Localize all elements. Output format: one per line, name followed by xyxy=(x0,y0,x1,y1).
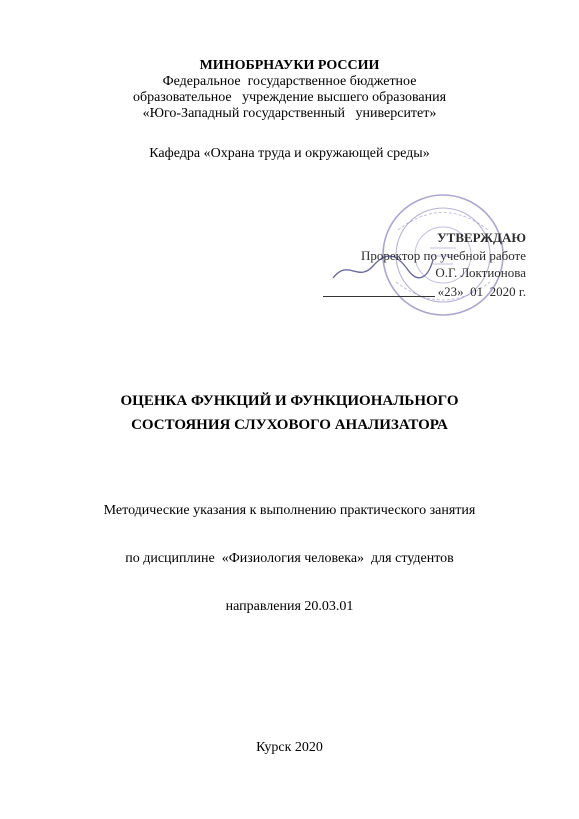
signature-line xyxy=(323,296,435,297)
document-title-line-2: СОСТОЯНИЯ СЛУХОВОГО АНАЛИЗАТОРА xyxy=(131,417,448,433)
org-line-3: «Юго-Западный государственный университет» xyxy=(142,106,437,121)
document-title-line-1: ОЦЕНКА ФУНКЦИЙ И ФУНКЦИОНАЛЬНОГО xyxy=(120,393,459,409)
approval-signer: О.Г. Локтионова xyxy=(435,265,526,280)
approval-position: Проректор по учебной работе xyxy=(360,248,526,263)
department-name: Кафедра «Охрана труда и окружающей среды» xyxy=(149,146,430,161)
footer-city-year: Курск 2020 xyxy=(256,740,323,755)
org-line-1: Федеральное государственное бюджетное xyxy=(162,74,417,89)
description-line-3: направления 20.03.01 xyxy=(225,599,354,614)
approval-block xyxy=(318,188,532,323)
handwritten-signature xyxy=(328,248,438,288)
description xyxy=(0,471,579,647)
description-line-2: по дисциплине «Физиология человека» для студентов xyxy=(125,551,454,566)
org-line-2: образовательное учреждение высшего образования xyxy=(132,90,447,105)
organization-header xyxy=(0,58,579,122)
ministry-name: МИНОБРНАУКИ РОССИИ xyxy=(199,58,380,73)
approval-date: «23» 01 2020 г. xyxy=(437,284,526,299)
approval-heading: УТВЕРЖДАЮ xyxy=(437,230,526,245)
description-line-1: Методические указания к выполнению практического занятия xyxy=(103,503,476,518)
